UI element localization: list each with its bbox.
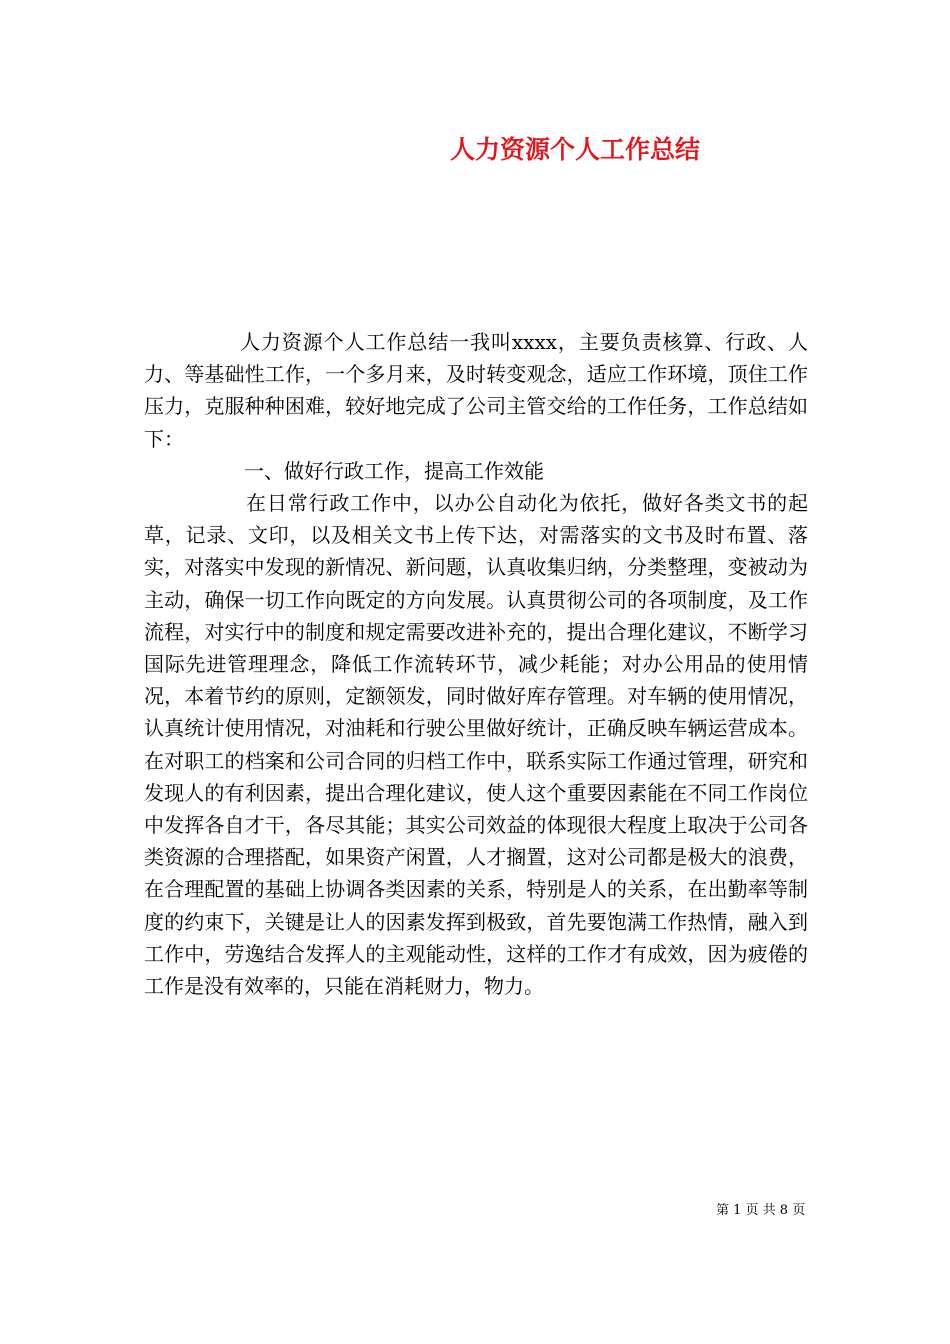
body-paragraph: 在日常行政工作中，以办公自动化为依托，做好各类文书的起草，记录、文印，以及相关文书上传下达，对需落实的文书及时布置、落实，对落实中发现的新情况、新问题，认真收集归纳，分类整理，变被动为主动，确保一切工作向既定的方向发展。认真贯彻公司的各项制度，及工作流程，对实行中的制度和规定需要改进补充的，提出合理化建议，不断学习国际先进管理理念，降低工作流转环节，减少耗能；对办公用品的使用情况，本着节约的原则，定额领发，同时做好库存管理。对车辆的使用情况，认真统计使用情况，对油耗和行驶公里做好统计，正确反映车辆运营成本。在对职工的档案和公司合同的归档工作中，联系实际工作通过管理，研究和发现人的有利因素，提出合理化建议，使人这个重要因素能在不同工作岗位中发挥各自才干，各尽其能；其实公司效益的体现很大程度上取决于公司各类资源的合理搭配，如果资产闲置，人才搁置，这对公司都是极大的浪费，在合理配置的基础上协调各类因素的关系，特别是人的关系，在出勤率等制度的约束下，关键是让人的因素发挥到极致，首先要饱满工作热情，融入到工作中，劳逸结合发挥人的主观能动性，这样的工作才有成效，因为疲倦的工作是没有效率的，只能在消耗财力，物力。: [144, 491, 808, 999]
document-body: [144, 326, 808, 1002]
intro-paragraph: 人力资源个人工作总结一我叫xxxx，主要负责核算、行政、人力、等基础性工作，一个多月来，及时转变观念，适应工作环境，顶住工作压力，克服种种困难，较好地完成了公司主管交给的工作任务，工作总结如下：: [144, 330, 808, 451]
section-heading: 一、做好行政工作，提高工作效能: [244, 458, 544, 483]
page-number: 第 1 页 共 8 页: [716, 1203, 806, 1218]
page-title: 人力资源个人工作总结: [449, 135, 700, 164]
